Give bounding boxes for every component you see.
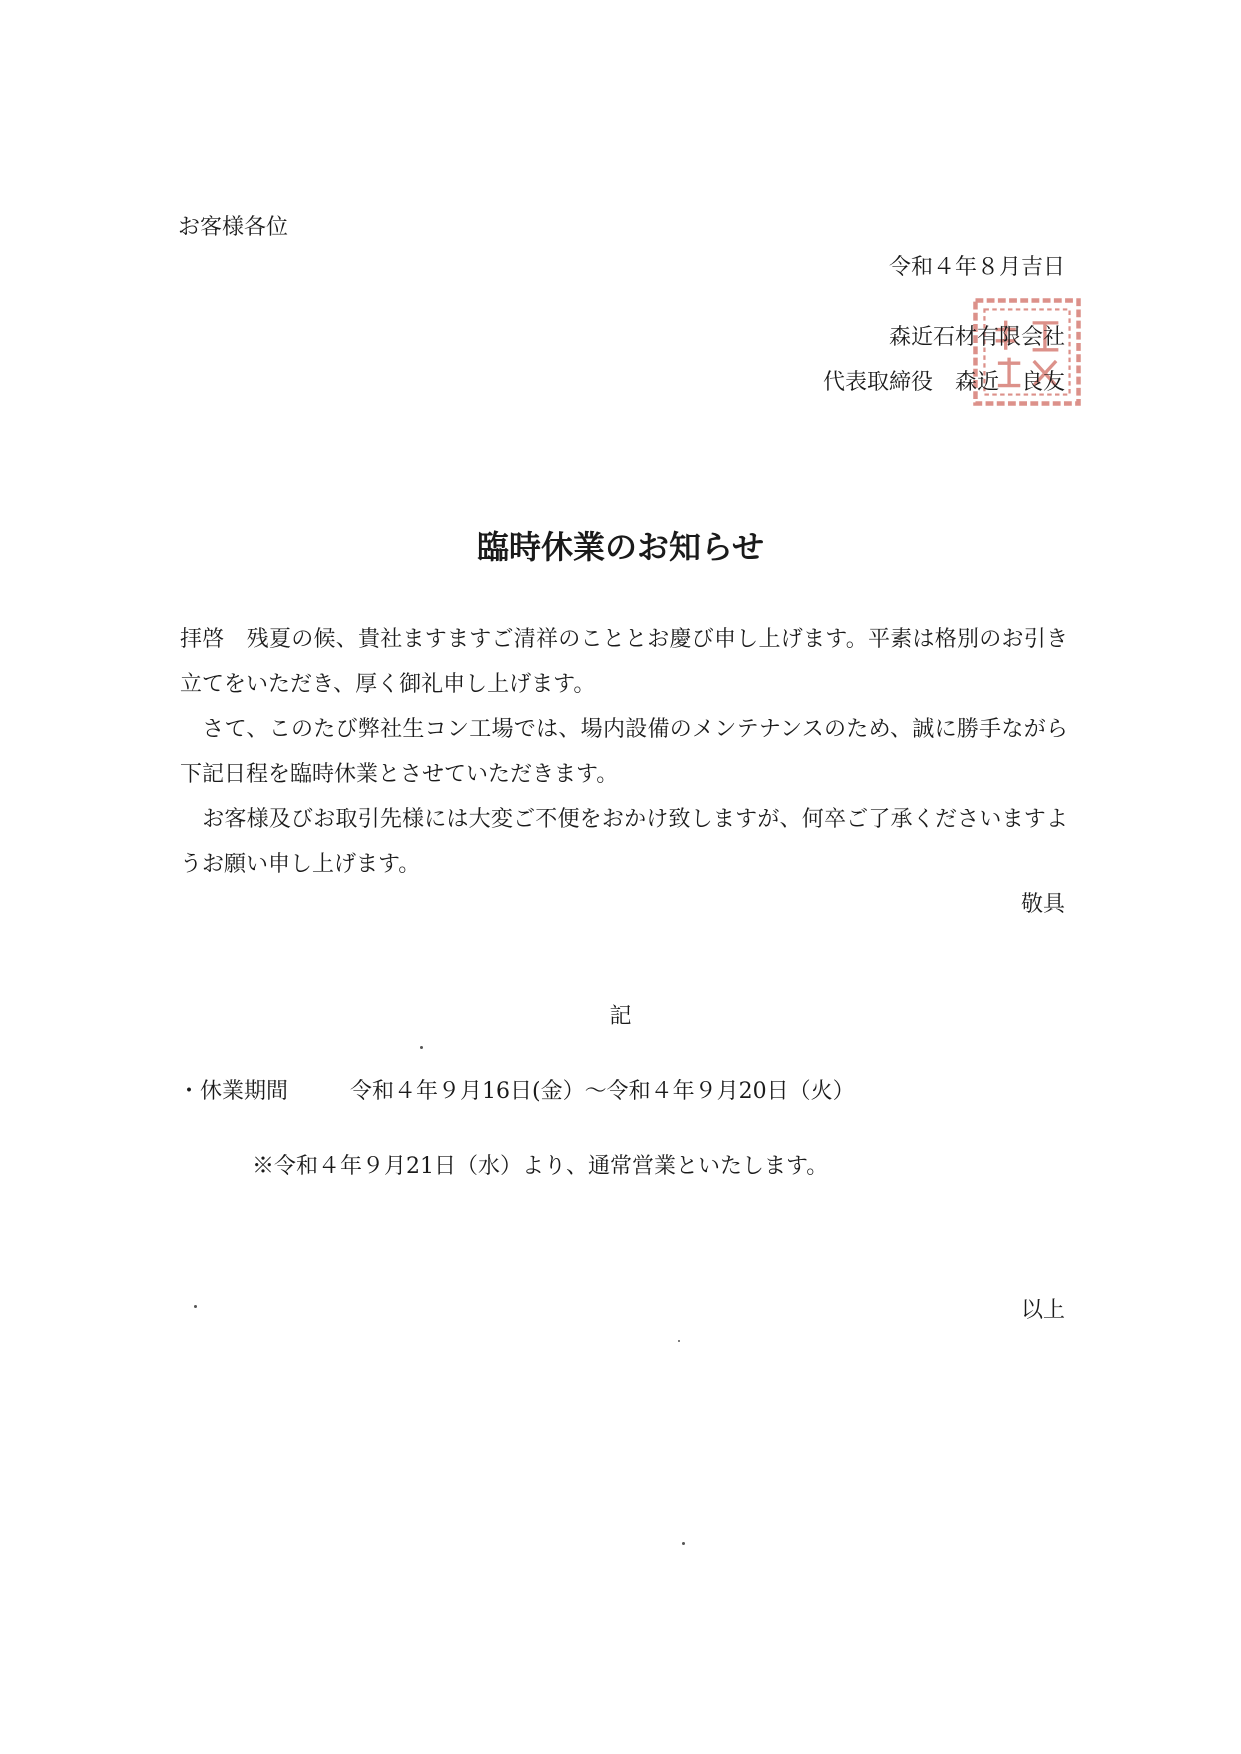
closure-period-value: 令和４年９月16日(金）～令和４年９月20日（火）	[350, 1079, 855, 1104]
letter-body	[180, 617, 1068, 887]
scan-speck	[194, 1305, 197, 1308]
body-paragraph-apology: お客様及びお取引先様には大変ご不便をおかけ致しますが、何卒ご了承くださいますようお願い申し上げます。	[180, 807, 1068, 877]
resume-note: ※令和４年９月21日（水）より、通常営業といたします。	[252, 1154, 829, 1179]
scan-speck	[682, 1542, 685, 1545]
closure-period-label: ・休業期間	[178, 1079, 289, 1104]
company-name: 森近石材有限会社	[888, 325, 1065, 350]
scan-speck	[420, 1046, 423, 1049]
body-paragraph-notice: さて、このたび弊社生コン工場では、場内設備のメンテナンスのため、誠に勝手ながら下記日程を臨時休業とさせていただきます。	[180, 717, 1068, 787]
page-title: 臨時休業のお知らせ	[476, 528, 765, 566]
end-mark: 以上	[1020, 1298, 1065, 1323]
scan-speck	[678, 1340, 680, 1342]
ki-heading: 記	[609, 1004, 632, 1029]
representative-name: 代表取締役 森近 良友	[822, 370, 1065, 395]
letter-date: 令和４年８月吉日	[888, 255, 1065, 280]
body-paragraph-greeting: 拝啓 残夏の候、貴社ますますご清祥のこととお慶び申し上げます。平素は格別のお引き立てをいただき、厚く御礼申し上げます。	[180, 627, 1068, 697]
addressee: お客様各位	[178, 215, 289, 240]
closing-phrase: 敬具	[1020, 892, 1065, 917]
